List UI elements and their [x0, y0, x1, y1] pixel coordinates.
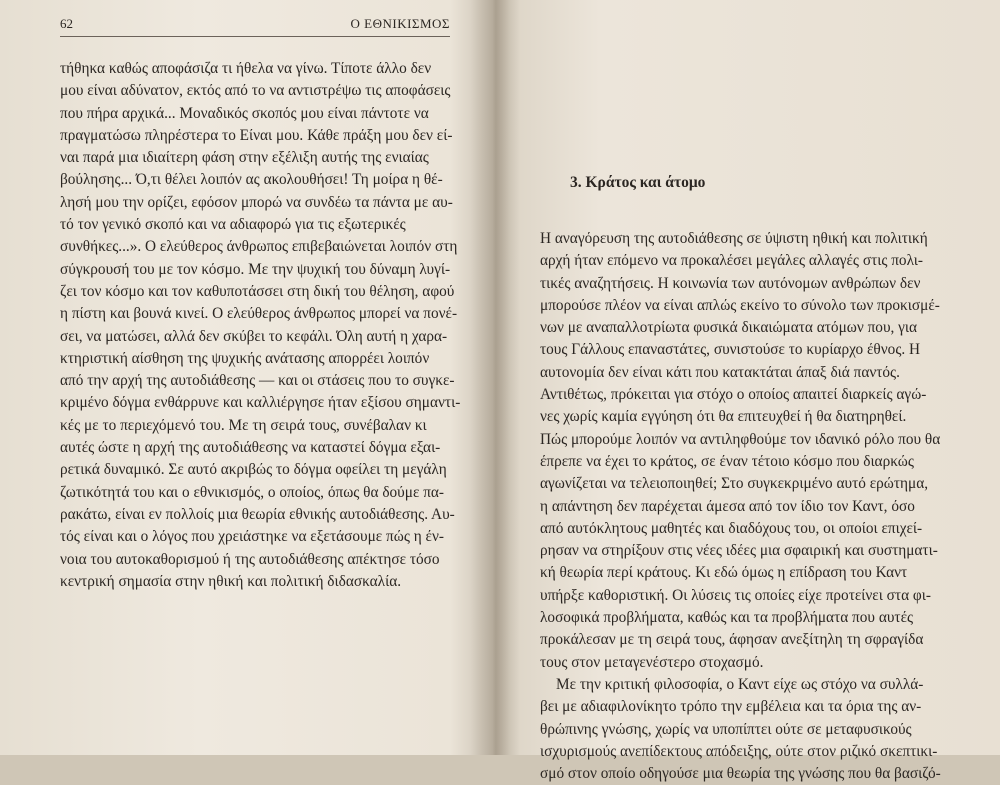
text-line: αυτές ώστε η αρχή της αυτοδιάθεσης να καταστεί δόγμα εξαι- [60, 439, 441, 457]
text-line: μπορούσε πλέον να είναι απλώς εκείνο το σύνολο των προκισμέ- [540, 296, 940, 314]
text-line: έπρεπε να έχει το κράτος, σε έναν τέτοιο κόσμο που διαρκώς [540, 452, 914, 470]
left-page [0, 0, 490, 755]
text-line: προκάλεσαν με τη σειρά τους, άφησαν ανεξίτηλη τη σφραγίδα [540, 631, 924, 649]
text-line: ρησαν να στηρίξουν στις νέες ιδέες μια σφαιρική και συστηματι- [540, 542, 938, 560]
text-line: αγωνίζεται να τελειοποιηθεί; Στο συγκεκριμένο αυτό ερώτημα, [540, 475, 929, 493]
text-line: λησή μου την ορίζει, εφόσον μπορώ να συνδέω τα πάντα με αυ- [60, 193, 453, 211]
text-line: ναι παρά μια ιδιαίτερη φάση στην εξέλιξη αυτής της ενιαίας [60, 149, 429, 167]
text-line: Η αναγόρευση της αυτοδιάθεσης σε ύψιστη ηθική και πολιτική [540, 230, 928, 247]
text-line: υπήρξε καθοριστική. Οι λύσεις τις οποίες είχε προτείνει στα φι- [540, 586, 931, 604]
text-line: κτηριστική αίσθηση της ψυχικής ανάτασης απορρέει λοιπόν [60, 349, 430, 367]
text-line: τικές αναζητήσεις. Η κοινωνία των αυτόνομων ανθρώπων δεν [540, 274, 921, 292]
text-line: σύγκρουσή του με τον κόσμο. Με την ψυχική του δύναμη λυγί- [60, 260, 451, 278]
text-line: νων με αναπαλλοτρίωτα φυσικά δικαιώματα ατόμων που, για [540, 319, 918, 337]
text-line: από αυτόκλητους μαθητές και διαδόχους του, οι οποίοι επιχεί- [540, 519, 923, 537]
left-body-text [60, 58, 461, 593]
text-line: αρχή ήταν επόμενο να προκαλέσει μεγάλες αλλαγές στις πολι- [540, 252, 924, 270]
text-line: Πώς μπορούμε λοιπόν να αντιληφθούμε τον ιδανικό ρόλο που θα [540, 430, 941, 448]
text-line: Με την κριτική φιλοσοφία, ο Καντ είχε ως στόχο να συλλά- [556, 675, 924, 693]
text-line: συνθήκες...». Ο ελεύθερος άνθρωπος επιβεβαιώνεται λοιπόν στη [60, 238, 458, 256]
text-line: τους Γάλλους επαναστάτες, συνιστούσε το κυρίαρχο έθνος. Η [540, 341, 921, 359]
text-line: κριμένο δόγμα ενθάρρυνε και καλλιέργησε ήταν εξίσου σημαντι- [60, 394, 461, 412]
right-page [510, 0, 1000, 783]
text-line: βούλησης... Ό,τι θέλει λοιπόν ας ακολουθήσει! Τη μοίρα η θέ- [60, 171, 443, 189]
text-line: νες χωρίς καμία εγγύηση ότι θα επιτευχθεί ή θα διατηρηθεί. [540, 408, 907, 426]
text-line: πραγματώσω πληρέστερα το Είναι μου. Κάθε πράξη μου δεν εί- [60, 126, 453, 144]
text-line: που πήρα αρχικά... Μοναδικός σκοπός μου είναι πάντοτε να [60, 104, 429, 122]
text-line: ζει τον κόσμο και τον καθυποτάσσει στη δική του θέληση, αφού [60, 282, 455, 300]
text-line: τους στον μεταγενέστερο στοχασμό. [540, 653, 764, 671]
text-line: η πίστη και βουνά κινεί. Ο ελεύθερος άνθρωπος μπορεί να πονέ- [60, 305, 458, 323]
text-line: Αντιθέτως, πρόκειται για στόχο ο οποίος απαιτεί διαρκείς αγώ- [540, 386, 927, 404]
text-line: αυτονομία δεν είναι κάτι που κατακτάται άπαξ διά παντός. [540, 363, 900, 381]
text-line: ρετικά δυναμικό. Σε αυτό ακριβώς το δόγμα οφείλει τη μεγάλη [60, 461, 447, 479]
text-line: λοσοφικά προβλήματα, καθώς και τα προβλήματα που αυτές [540, 609, 914, 627]
text-line: νοια του αυτοκαθορισμού ή της αυτοδιάθεσης απέκτησε τόσο [60, 550, 440, 568]
running-head: Ο ΕΘΝΙΚΙΣΜΟΣ [350, 16, 450, 31]
text-line: ρακάτω, είναι εν πολλοίς μια θεωρία εθνικής αυτοδιάθεσης. Αυ- [60, 505, 455, 523]
left-page-header [60, 14, 450, 37]
right-body-text [540, 228, 980, 785]
text-line: ζωτικότητά του και ο εθνικισμός, ο οποίος, όπως θα δούμε πα- [60, 483, 445, 501]
text-line: ισχυρισμούς ανεπίδεκτους απόδειξης, ούτε στον ριζικό σκεπτικι- [540, 742, 938, 760]
text-line: τήθηκα καθώς αποφάσιζα τι ήθελα να γίνω. Τίποτε άλλο δεν [60, 60, 432, 77]
text-line: θρώπινης γνώσης, χωρίς να υποπίπτει ούτε σε μεταφυσικούς [540, 720, 912, 738]
text-line: η απάντηση δεν παρέχεται άμεσα από τον ίδιο τον Καντ, όσο [540, 497, 915, 515]
text-line: κεντρική σημασία στην ηθική και πολιτική διδασκαλία. [60, 572, 402, 590]
text-line: σει, να ματώσει, αλλά δεν σκύβει το κεφάλι. Όλη αυτή η χαρα- [60, 327, 448, 345]
text-line: μου είναι αδύνατον, εκτός από το να αντιστρέψω τις αποφάσεις [60, 82, 451, 100]
text-line: κή θεωρία περί κράτους. Κι εδώ όμως η επίδραση του Καντ [540, 564, 908, 582]
section-title: 3. Κράτος και άτομο [570, 174, 706, 191]
text-line: από την αρχή της αυτοδιάθεσης — και οι στάσεις που το συγκε- [60, 372, 455, 390]
text-line: κές με το περιεχόμενό του. Με τη σειρά τους, συνέβαλαν κι [60, 416, 427, 434]
text-line: σμό στον οποίο οδηγούσε μια θεωρία της γνώσης που θα βασιζό- [540, 765, 941, 783]
page-number: 62 [60, 16, 73, 31]
text-line: τό τον γενικό σκοπό και να αδιαφορώ για τις εξωτερικές [60, 216, 406, 234]
text-line: βει με αδιαφιλονίκητο τρόπο την εμβέλεια και τα όρια της αν- [540, 698, 922, 716]
text-line: τός είναι και ο λόγος που χρειάστηκε να εξετάσουμε πώς η έν- [60, 528, 444, 546]
